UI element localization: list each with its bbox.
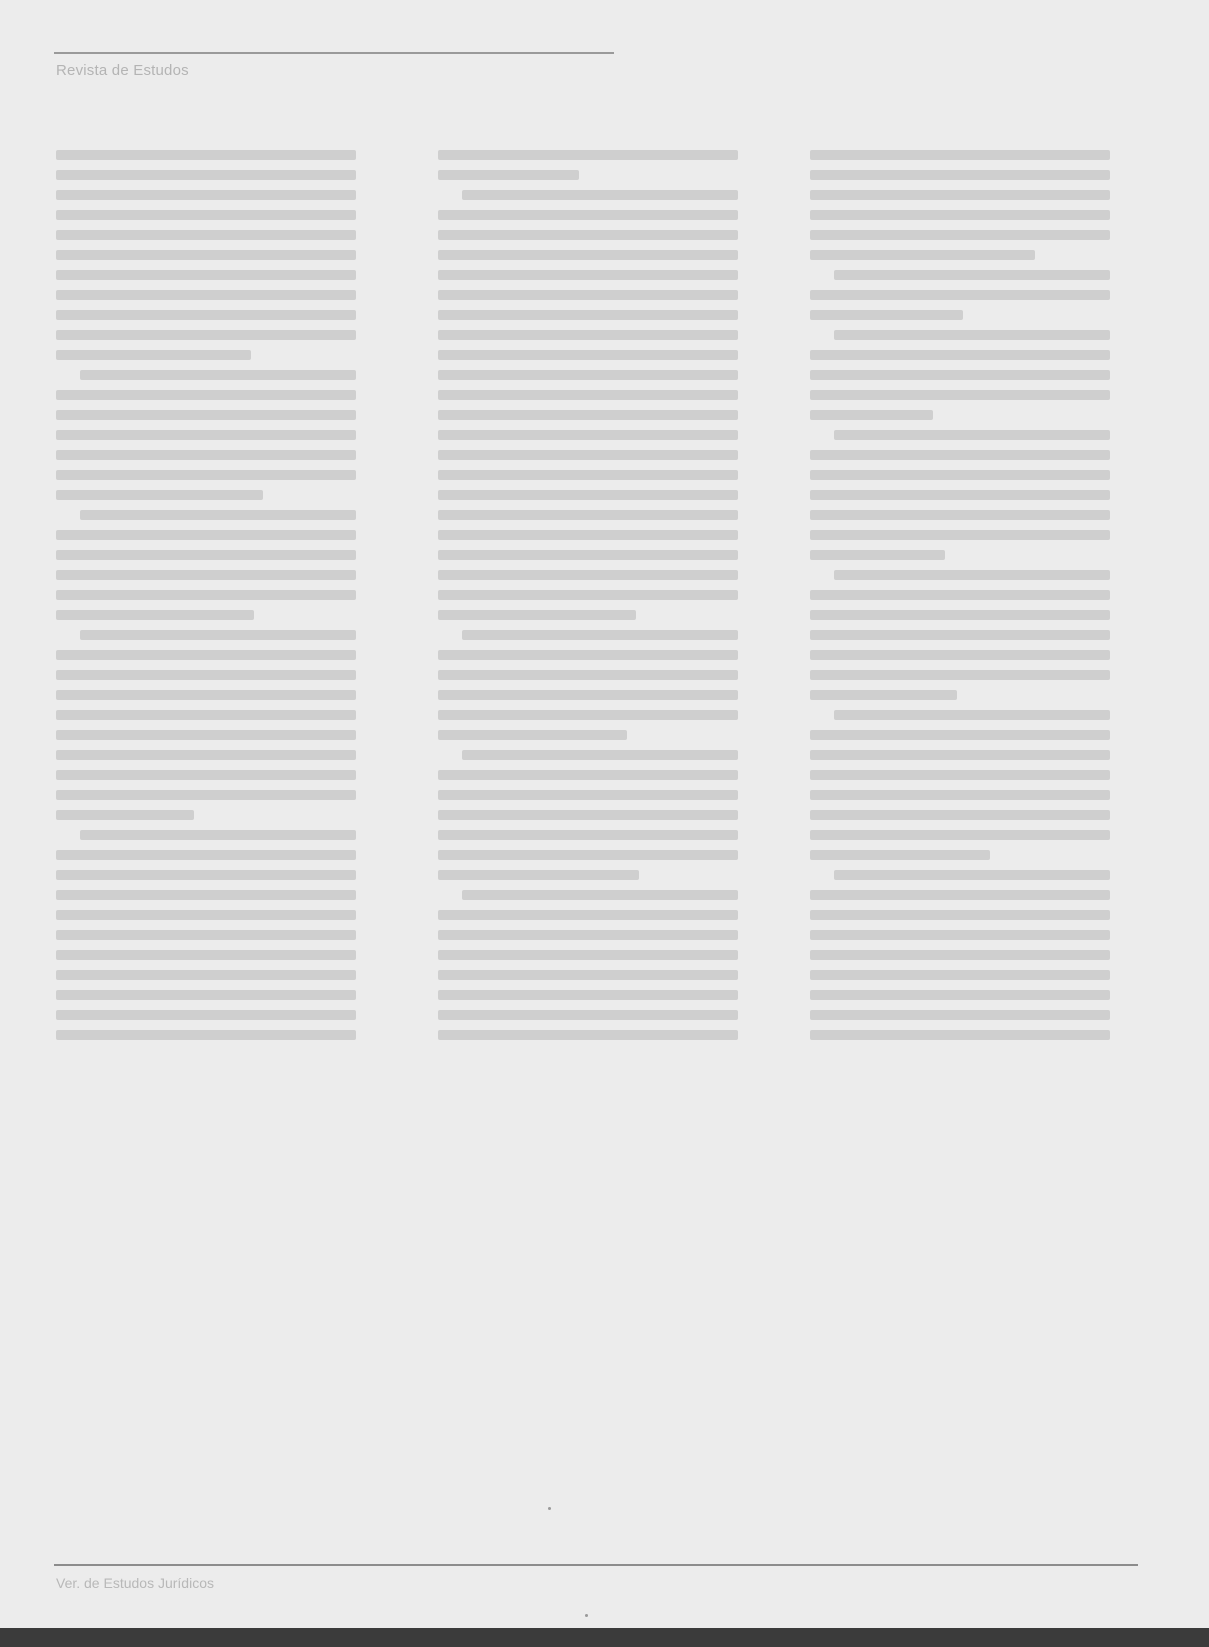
text-line [438, 710, 738, 720]
text-line [56, 970, 356, 980]
text-line [438, 210, 738, 220]
text-line [810, 910, 1110, 920]
text-line [56, 250, 356, 260]
text-line [438, 430, 738, 440]
text-line [438, 790, 738, 800]
text-line [56, 570, 356, 580]
text-line [438, 910, 738, 920]
text-column-3 [810, 140, 1110, 1050]
text-line [56, 790, 356, 800]
text-line [834, 870, 1110, 880]
text-line [810, 230, 1110, 240]
text-line [80, 830, 356, 840]
text-line [56, 870, 356, 880]
text-line [56, 670, 356, 680]
text-line [56, 710, 356, 720]
text-line [438, 990, 738, 1000]
text-line [438, 310, 738, 320]
text-line [810, 390, 1110, 400]
text-line [810, 210, 1110, 220]
text-line [810, 470, 1110, 480]
text-line [810, 170, 1110, 180]
page-speck [585, 1614, 588, 1617]
text-line [438, 550, 738, 560]
text-line [810, 970, 1110, 980]
text-line [810, 530, 1110, 540]
text-column-2 [438, 140, 738, 1050]
text-line [56, 750, 356, 760]
text-line [438, 410, 738, 420]
text-line [810, 790, 1110, 800]
text-line [56, 730, 356, 740]
text-line [56, 950, 356, 960]
footer-text: Ver. de Estudos Jurídicos [56, 1575, 214, 1591]
text-line [810, 890, 1110, 900]
text-line [810, 950, 1110, 960]
text-line [438, 450, 738, 460]
text-line [834, 430, 1110, 440]
text-line [834, 330, 1110, 340]
text-line [810, 1030, 1110, 1040]
text-line [56, 810, 194, 820]
text-line [810, 730, 1110, 740]
text-line [438, 570, 738, 580]
text-line [438, 810, 738, 820]
text-line [462, 630, 738, 640]
text-line [834, 570, 1110, 580]
text-line [810, 350, 1110, 360]
text-line [56, 290, 356, 300]
text-line [810, 770, 1110, 780]
text-line [56, 170, 356, 180]
header-rule [54, 52, 614, 54]
text-line [56, 190, 356, 200]
text-line [438, 930, 738, 940]
text-line [810, 630, 1110, 640]
text-line [810, 670, 1110, 680]
text-line [438, 610, 636, 620]
footer-rule [54, 1564, 1138, 1566]
text-line [438, 370, 738, 380]
text-line [810, 850, 990, 860]
text-line [56, 470, 356, 480]
text-line [438, 850, 738, 860]
text-line [438, 870, 639, 880]
scan-bottom-edge [0, 1628, 1209, 1647]
text-line [438, 350, 738, 360]
text-line [56, 270, 356, 280]
text-line [56, 770, 356, 780]
text-line [56, 150, 356, 160]
text-line [56, 490, 263, 500]
text-line [56, 350, 251, 360]
text-line [438, 250, 738, 260]
text-line [810, 650, 1110, 660]
text-line [438, 730, 627, 740]
text-line [438, 1010, 738, 1020]
text-line [810, 190, 1110, 200]
text-line [810, 310, 963, 320]
text-line [438, 670, 738, 680]
text-line [810, 1010, 1110, 1020]
text-line [56, 330, 356, 340]
text-line [810, 450, 1110, 460]
text-line [810, 590, 1110, 600]
text-line [438, 150, 738, 160]
text-line [56, 910, 356, 920]
text-line [810, 150, 1110, 160]
text-line [810, 370, 1110, 380]
text-line [810, 490, 1110, 500]
text-line [438, 330, 738, 340]
text-column-1 [56, 140, 356, 1050]
text-line [462, 190, 738, 200]
text-line [810, 410, 933, 420]
text-line [810, 250, 1035, 260]
text-line [810, 610, 1110, 620]
text-line [834, 710, 1110, 720]
text-line [56, 550, 356, 560]
page-speck [548, 1507, 551, 1510]
text-line [438, 950, 738, 960]
text-line [56, 650, 356, 660]
text-line [810, 930, 1110, 940]
text-line [810, 830, 1110, 840]
text-line [438, 650, 738, 660]
text-line [438, 770, 738, 780]
text-line [438, 170, 579, 180]
text-line [810, 810, 1110, 820]
text-line [834, 270, 1110, 280]
text-line [438, 1030, 738, 1040]
text-line [56, 410, 356, 420]
text-line [438, 270, 738, 280]
text-line [810, 550, 945, 560]
text-line [438, 830, 738, 840]
text-line [56, 530, 356, 540]
text-line [56, 230, 356, 240]
text-line [56, 1030, 356, 1040]
text-line [438, 490, 738, 500]
text-line [56, 210, 356, 220]
text-line [80, 370, 356, 380]
text-line [438, 470, 738, 480]
text-line [438, 590, 738, 600]
text-line [56, 990, 356, 1000]
text-line [438, 230, 738, 240]
text-line [56, 1010, 356, 1020]
text-line [56, 850, 356, 860]
text-line [438, 970, 738, 980]
text-line [810, 750, 1110, 760]
text-line [438, 510, 738, 520]
text-line [462, 750, 738, 760]
text-line [438, 390, 738, 400]
text-line [56, 690, 356, 700]
text-line [438, 690, 738, 700]
text-line [810, 990, 1110, 1000]
text-line [462, 890, 738, 900]
text-line [56, 430, 356, 440]
text-line [438, 530, 738, 540]
text-line [810, 690, 957, 700]
text-line [56, 390, 356, 400]
text-line [810, 290, 1110, 300]
text-line [56, 930, 356, 940]
text-line [56, 890, 356, 900]
running-head: Revista de Estudos [56, 62, 189, 79]
text-line [56, 310, 356, 320]
text-line [56, 610, 254, 620]
text-line [80, 630, 356, 640]
text-line [80, 510, 356, 520]
text-line [810, 510, 1110, 520]
text-line [56, 590, 356, 600]
text-line [438, 290, 738, 300]
text-line [56, 450, 356, 460]
